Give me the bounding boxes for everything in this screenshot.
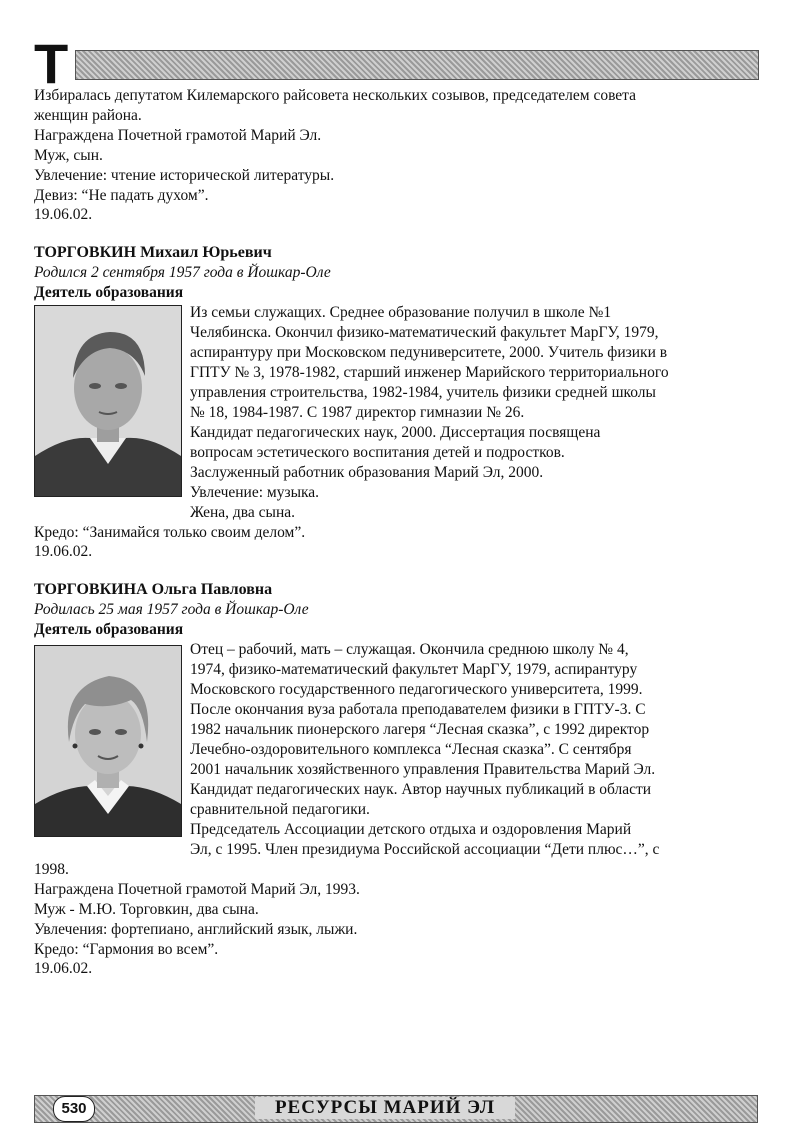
footer-title: РЕСУРСЫ МАРИЙ ЭЛ — [255, 1097, 515, 1119]
intro-line: Муж, сын. — [34, 147, 103, 164]
bio-line: ГПТУ № 3, 1978-1982, старший инженер Марийского территориального — [190, 364, 669, 381]
intro-line: Девиз: “Не падать духом”. — [34, 187, 209, 204]
intro-date: 19.06.02. — [34, 206, 93, 223]
bio-line: Эл, с 1995. Член президиума Российской ассоциации “Дети плюс…”, с — [190, 841, 660, 858]
bio-line: Из семьи служащих. Среднее образование получил в школе №1 — [190, 304, 612, 321]
portrait-photo — [34, 645, 182, 837]
intro-line: Избиралась депутатом Килемарского райсовета нескольких созывов, председателем совета — [34, 87, 637, 104]
bio-line: Увлечение: музыка. — [190, 484, 320, 501]
bio-line: 1982 начальник пионерского лагеря “Лесная сказка”, с 1992 директор — [190, 721, 650, 738]
header-bar — [75, 50, 759, 80]
bio-line: Кредо: “Занимайся только своим делом”. — [34, 524, 306, 541]
bio-line: Лечебно-оздоровительного комплекса “Лесная сказка”. С сентября — [190, 741, 632, 758]
bio-line: Московского государственного педагогического университета, 1999. — [190, 681, 643, 698]
bio-line: Кредо: “Гармония во всем”. — [34, 941, 219, 958]
entry-date: 19.06.02. — [34, 543, 93, 560]
entry-birth: Родился 2 сентября 1957 года в Йошкар-Оле — [34, 264, 331, 281]
bio-line: аспирантуру при Московском педуниверситете, 2000. Учитель физики в — [190, 344, 668, 361]
portrait-photo — [34, 305, 182, 497]
bio-line: Увлечения: фортепиано, английский язык, лыжи. — [34, 921, 358, 938]
intro-line: Награждена Почетной грамотой Марий Эл. — [34, 127, 322, 144]
entry-date: 19.06.02. — [34, 960, 93, 977]
bio-line: 2001 начальник хозяйственного управления Правительства Марий Эл. — [190, 761, 656, 778]
portrait-woman-image — [35, 646, 181, 836]
page-number: 530 — [53, 1096, 95, 1122]
bio-line: Кандидат педагогических наук, 2000. Диссертация посвящена — [190, 424, 601, 441]
bio-line: Отец – рабочий, мать – служащая. Окончила среднюю школу № 4, — [190, 641, 629, 658]
section-letter: Т — [34, 32, 69, 95]
entry-birth: Родилась 25 мая 1957 года в Йошкар-Оле — [34, 601, 309, 618]
intro-line: женщин района. — [34, 107, 142, 124]
intro-line: Увлечение: чтение исторической литературы. — [34, 167, 335, 184]
entry-role: Деятель образования — [34, 284, 184, 301]
bio-line: Кандидат педагогических наук. Автор научных публикаций в области — [190, 781, 652, 798]
bio-line: 1974, физико-математический факультет МарГУ, 1979, аспирантуру — [190, 661, 638, 678]
bio-line: Заслуженный работник образования Марий Эл, 2000. — [190, 464, 544, 481]
portrait-man-image — [35, 306, 181, 496]
entry-role: Деятель образования — [34, 621, 184, 638]
bio-line: Награждена Почетной грамотой Марий Эл, 1993. — [34, 881, 360, 898]
bio-line: сравнительной педагогики. — [190, 801, 370, 818]
bio-line: Муж - М.Ю. Торговкин, два сына. — [34, 901, 259, 918]
entry-name: ТОРГОВКИН Михаил Юрьевич — [34, 244, 272, 261]
entry-name: ТОРГОВКИНА Ольга Павловна — [34, 581, 273, 598]
bio-line: Жена, два сына. — [190, 504, 296, 521]
bio-line: управления строительства, 1982-1984, учитель физики средней школы — [190, 384, 656, 401]
bio-line: вопросам эстетического воспитания детей и подростков. — [190, 444, 565, 461]
bio-line: № 18, 1984-1987. С 1987 директор гимназии № 26. — [190, 404, 525, 421]
bio-line: 1998. — [34, 861, 69, 878]
bio-line: Челябинска. Окончил физико-математический факультет МарГУ, 1979, — [190, 324, 659, 341]
bio-line: После окончания вуза работала преподавателем физики в ГПТУ-3. С — [190, 701, 646, 718]
bio-line: Председатель Ассоциации детского отдыха и оздоровления Марий — [190, 821, 632, 838]
